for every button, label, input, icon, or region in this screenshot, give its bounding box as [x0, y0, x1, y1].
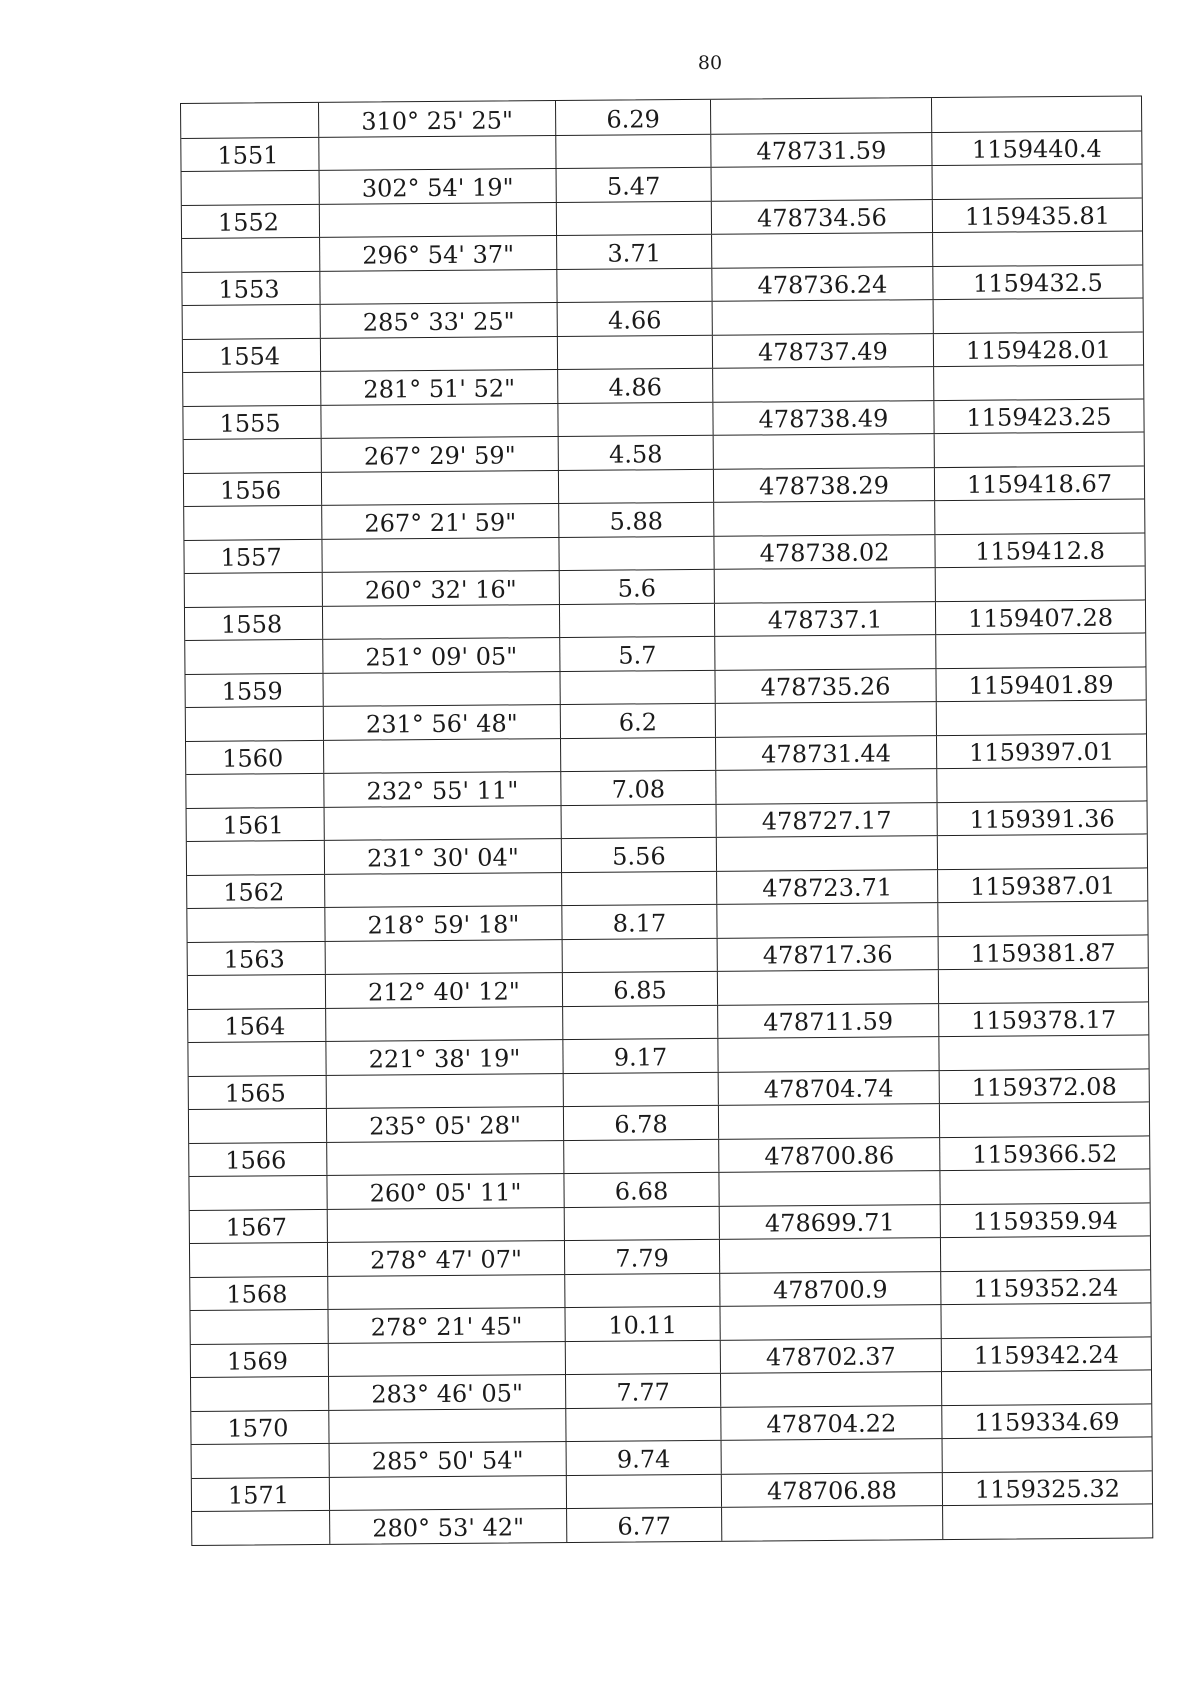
- bearing-cell: 231° 56' 48": [323, 705, 560, 739]
- point-id-cell: [184, 506, 321, 540]
- distance-cell: [557, 402, 712, 436]
- point-id-cell: [188, 975, 325, 1009]
- bearing-cell: [327, 1208, 564, 1242]
- easting-cell: 478711.59: [717, 1004, 938, 1038]
- distance-cell: [564, 1273, 719, 1307]
- point-id-cell: 1558: [220, 610, 283, 639]
- northing-cell: [933, 365, 1143, 399]
- northing-cell: [939, 1102, 1149, 1136]
- point-id-cell: [186, 707, 323, 741]
- point-id-cell: 1565: [224, 1079, 286, 1108]
- bearing-cell: 267° 29' 59": [321, 437, 558, 471]
- distance-cell: 4.86: [557, 369, 712, 403]
- distance-cell: 6.85: [562, 972, 717, 1006]
- northing-cell: [939, 1169, 1149, 1203]
- northing-cell: 1159440.4: [931, 131, 1141, 165]
- easting-cell: [714, 635, 935, 669]
- bearing-cell: 235° 05' 28": [326, 1107, 563, 1141]
- bearing-cell: 296° 54' 37": [319, 236, 556, 270]
- point-id-cell: 1566: [225, 1146, 287, 1175]
- easting-cell: [712, 300, 933, 334]
- easting-cell: [715, 702, 936, 736]
- distance-cell: [562, 938, 717, 972]
- easting-cell: [718, 1104, 939, 1138]
- bearing-cell: 278° 47' 07": [327, 1241, 564, 1275]
- easting-cell: 478700.86: [718, 1138, 939, 1172]
- distance-cell: [566, 1474, 721, 1508]
- point-id-cell: 1551: [217, 141, 279, 170]
- bearing-cell: [328, 1342, 565, 1376]
- distance-cell: [559, 603, 714, 637]
- northing-cell: 1159435.81: [932, 198, 1142, 232]
- point-id-cell: 1564: [224, 1012, 286, 1041]
- page-number: 80: [697, 52, 723, 74]
- northing-cell: [933, 298, 1143, 332]
- bearing-cell: 260° 32' 16": [322, 571, 559, 605]
- point-id-cell: 1554: [218, 342, 281, 371]
- northing-cell: 1159412.8: [934, 533, 1144, 567]
- distance-cell: 3.71: [556, 235, 711, 269]
- distance-cell: 5.88: [558, 503, 713, 537]
- bearing-cell: [324, 873, 561, 907]
- bearing-cell: 221° 38' 19": [325, 1040, 562, 1074]
- distance-cell: 6.68: [563, 1173, 718, 1207]
- northing-cell: 1159334.69: [941, 1404, 1151, 1438]
- point-id-cell: [186, 774, 323, 808]
- bearing-cell: 260° 05' 11": [326, 1174, 563, 1208]
- easting-cell: 478723.71: [716, 870, 937, 904]
- point-id-cell: [187, 841, 324, 875]
- distance-cell: 7.08: [560, 771, 715, 805]
- easting-cell: 478735.26: [714, 669, 935, 703]
- point-id-cell: 1568: [226, 1280, 288, 1309]
- northing-cell: 1159366.52: [939, 1136, 1149, 1170]
- northing-cell: [932, 231, 1142, 265]
- bearing-cell: 231° 30' 04": [324, 839, 561, 873]
- distance-cell: [565, 1340, 720, 1374]
- point-id-cell: [190, 1310, 327, 1344]
- point-id-cell: 1567: [225, 1213, 288, 1242]
- point-id-cell: [189, 1109, 326, 1143]
- point-id-cell: 1570: [227, 1414, 289, 1443]
- easting-cell: [716, 836, 937, 870]
- easting-cell: [721, 1506, 942, 1540]
- distance-cell: 5.47: [556, 168, 711, 202]
- distance-cell: [559, 670, 714, 704]
- easting-cell: 478699.71: [719, 1205, 940, 1239]
- point-id-cell: [187, 908, 324, 942]
- bearing-cell: [319, 203, 556, 237]
- easting-cell: [710, 98, 931, 133]
- distance-cell: 6.77: [566, 1508, 721, 1542]
- survey-coordinate-table: [180, 95, 1153, 1545]
- bearing-cell: 278° 21' 45": [327, 1308, 564, 1342]
- easting-cell: 478734.56: [711, 200, 932, 234]
- distance-cell: [558, 536, 713, 570]
- point-id-cell: 1555: [219, 409, 281, 438]
- bearing-cell: [326, 1074, 563, 1108]
- bearing-cell: 310° 25' 25": [318, 101, 555, 136]
- northing-cell: 1159401.89: [935, 667, 1145, 701]
- northing-cell: 1159359.94: [940, 1203, 1150, 1237]
- easting-cell: [717, 970, 938, 1004]
- northing-cell: 1159352.24: [940, 1270, 1150, 1304]
- easting-cell: [712, 367, 933, 401]
- easting-cell: [715, 769, 936, 803]
- northing-cell: 1159372.08: [939, 1069, 1149, 1103]
- northing-cell: 1159418.67: [934, 466, 1144, 500]
- northing-cell: [938, 1035, 1148, 1069]
- easting-cell: 478738.02: [713, 535, 934, 569]
- northing-cell: [940, 1236, 1150, 1270]
- point-id-cell: [185, 573, 322, 607]
- distance-cell: 7.79: [564, 1240, 719, 1274]
- distance-cell: 8.17: [561, 905, 716, 939]
- easting-cell: [721, 1439, 942, 1473]
- distance-cell: [561, 804, 716, 838]
- bearing-cell: [322, 605, 559, 639]
- distance-cell: 6.2: [560, 704, 715, 738]
- northing-cell: 1159381.87: [938, 935, 1148, 969]
- northing-cell: [936, 700, 1146, 734]
- bearing-cell: [327, 1275, 564, 1309]
- bearing-cell: 285° 50' 54": [329, 1442, 566, 1476]
- distance-cell: 5.7: [559, 637, 714, 671]
- easting-cell: 478704.74: [718, 1071, 939, 1105]
- easting-cell: [716, 903, 937, 937]
- point-id-cell: 1571: [227, 1481, 290, 1510]
- northing-cell: [942, 1437, 1152, 1471]
- bearing-cell: 280° 53' 42": [329, 1509, 566, 1543]
- point-id-cell: 1552: [217, 208, 280, 237]
- distance-cell: [555, 134, 710, 168]
- bearing-cell: [321, 538, 558, 572]
- distance-cell: 10.11: [564, 1307, 719, 1341]
- easting-cell: 478702.37: [720, 1339, 941, 1373]
- distance-cell: 7.77: [565, 1374, 720, 1408]
- easting-cell: 478731.59: [710, 133, 931, 167]
- distance-cell: [563, 1072, 718, 1106]
- easting-cell: [714, 568, 935, 602]
- distance-cell: 4.66: [557, 302, 712, 336]
- northing-cell: 1159432.5: [932, 265, 1142, 299]
- northing-cell: [937, 901, 1147, 935]
- distance-cell: [562, 1005, 717, 1039]
- easting-cell: 478738.29: [713, 468, 934, 502]
- bearing-cell: 232° 55' 11": [323, 772, 560, 806]
- distance-cell: [560, 737, 715, 771]
- bearing-cell: 285° 33' 25": [320, 303, 557, 337]
- northing-cell: [934, 432, 1144, 466]
- bearing-cell: [321, 471, 558, 505]
- bearing-cell: 218° 59' 18": [324, 906, 561, 940]
- easting-cell: 478727.17: [716, 803, 937, 837]
- easting-cell: [717, 1037, 938, 1071]
- point-id-cell: 1569: [226, 1347, 289, 1376]
- point-id-cell: [192, 1444, 329, 1478]
- point-id-cell: [183, 305, 320, 339]
- point-id-cell: [192, 1511, 329, 1545]
- northing-cell: [937, 834, 1147, 868]
- northing-cell: 1159391.36: [937, 801, 1147, 835]
- point-id-cell: [189, 1176, 326, 1210]
- bearing-cell: [319, 270, 556, 304]
- distance-cell: [556, 268, 711, 302]
- point-id-cell: [188, 1042, 325, 1076]
- distance-cell: [558, 469, 713, 503]
- distance-cell: [565, 1407, 720, 1441]
- point-id-cell: [184, 439, 321, 473]
- easting-cell: [711, 166, 932, 200]
- bearing-cell: 283° 46' 05": [328, 1375, 565, 1409]
- northing-cell: [934, 499, 1144, 533]
- easting-cell: [713, 501, 934, 535]
- distance-cell: [563, 1139, 718, 1173]
- easting-cell: 478736.24: [711, 267, 932, 301]
- easting-cell: [713, 434, 934, 468]
- bearing-cell: [329, 1476, 566, 1510]
- distance-cell: 4.58: [558, 436, 713, 470]
- bearing-cell: [326, 1141, 563, 1175]
- easting-cell: 478706.88: [721, 1473, 942, 1507]
- northing-cell: [936, 767, 1146, 801]
- bearing-cell: [322, 672, 559, 706]
- northing-cell: 1159387.01: [937, 868, 1147, 902]
- northing-cell: [942, 1504, 1152, 1538]
- bearing-cell: 302° 54' 19": [319, 169, 556, 203]
- point-id-cell: 1562: [223, 878, 285, 907]
- northing-cell: [931, 96, 1141, 131]
- point-id-cell: 1563: [223, 945, 285, 974]
- northing-cell: 1159342.24: [941, 1337, 1151, 1371]
- easting-cell: [718, 1171, 939, 1205]
- easting-cell: [719, 1238, 940, 1272]
- point-id-cell: [183, 372, 320, 406]
- northing-cell: 1159397.01: [936, 734, 1146, 768]
- bearing-cell: 267° 21' 59": [321, 504, 558, 538]
- northing-cell: 1159428.01: [933, 332, 1143, 366]
- northing-cell: 1159325.32: [942, 1471, 1152, 1505]
- bearing-cell: [325, 1007, 562, 1041]
- easting-cell: 478717.36: [717, 937, 938, 971]
- distance-cell: [561, 871, 716, 905]
- easting-cell: [711, 233, 932, 267]
- northing-cell: 1159423.25: [933, 399, 1143, 433]
- northing-cell: [935, 633, 1145, 667]
- point-id-cell: 1557: [220, 543, 282, 572]
- bearing-cell: [320, 337, 557, 371]
- point-id-cell: 1561: [222, 811, 284, 840]
- bearing-cell: [325, 940, 562, 974]
- distance-cell: 6.29: [555, 100, 710, 135]
- easting-cell: [719, 1305, 940, 1339]
- point-id-cell: [190, 1243, 327, 1277]
- easting-cell: 478737.49: [712, 334, 933, 368]
- distance-cell: [556, 201, 711, 235]
- point-id-cell: [182, 238, 319, 272]
- distance-cell: [564, 1206, 719, 1240]
- northing-cell: [938, 968, 1148, 1002]
- bearing-cell: 212° 40' 12": [325, 973, 562, 1007]
- distance-cell: 5.56: [561, 838, 716, 872]
- point-id-cell: [185, 640, 322, 674]
- point-id-cell: 1559: [221, 677, 283, 706]
- bearing-cell: 251° 09' 05": [322, 638, 559, 672]
- bearing-cell: [324, 806, 561, 840]
- easting-cell: 478731.44: [715, 736, 936, 770]
- northing-cell: [940, 1303, 1150, 1337]
- distance-cell: 6.78: [563, 1106, 718, 1140]
- point-id-cell: [182, 171, 319, 205]
- distance-cell: 5.6: [559, 570, 714, 604]
- easting-cell: [720, 1372, 941, 1406]
- easting-cell: 478737.1: [714, 602, 935, 636]
- point-id-cell: [181, 103, 318, 138]
- northing-cell: [932, 164, 1142, 198]
- distance-cell: 9.17: [562, 1039, 717, 1073]
- easting-cell: 478704.22: [720, 1406, 941, 1440]
- distance-cell: [557, 335, 712, 369]
- distance-cell: 9.74: [566, 1441, 721, 1475]
- bearing-cell: [328, 1409, 565, 1443]
- bearing-cell: [323, 739, 560, 773]
- bearing-cell: [320, 404, 557, 438]
- point-id-cell: [191, 1377, 328, 1411]
- bearing-cell: [318, 136, 555, 170]
- point-id-cell: 1560: [222, 744, 284, 773]
- easting-cell: 478700.9: [719, 1272, 940, 1306]
- northing-cell: [941, 1370, 1151, 1404]
- northing-cell: [935, 566, 1145, 600]
- point-id-cell: 1556: [219, 476, 282, 505]
- northing-cell: 1159407.28: [935, 600, 1145, 634]
- bearing-cell: 281° 51' 52": [320, 370, 557, 404]
- point-id-cell: 1553: [218, 275, 280, 304]
- easting-cell: 478738.49: [712, 401, 933, 435]
- northing-cell: 1159378.17: [938, 1002, 1148, 1036]
